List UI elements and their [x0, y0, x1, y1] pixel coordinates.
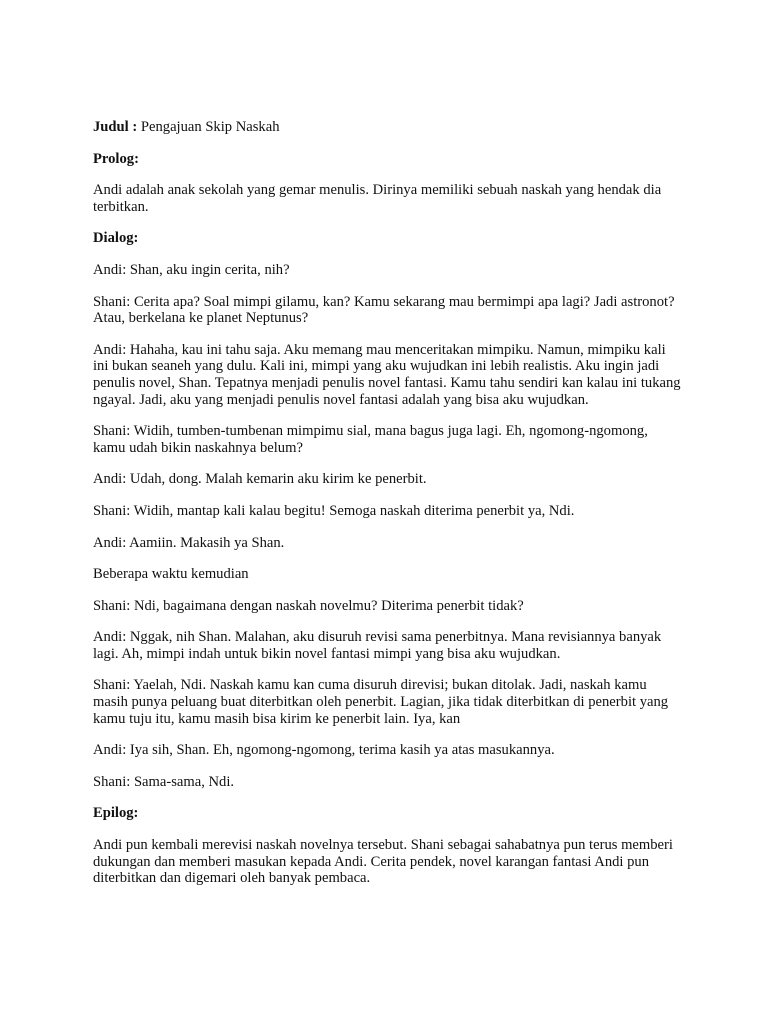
- dialog-line: Andi: Udah, dong. Malah kemarin aku kirim ke penerbit.: [93, 471, 427, 488]
- dialog-line: Andi: Iya sih, Shan. Eh, ngomong-ngomong, terima kasih ya atas masukannya.: [93, 742, 555, 759]
- dialog-line: Shani: Sama-sama, Ndi.: [93, 773, 235, 790]
- dialog-line: Shani: Cerita apa? Soal mimpi gilamu, kan? Kamu sekarang mau bermimpi apa lagi? Jadi astronot? Atau, berkelana ke planet Neptunus?: [93, 293, 675, 327]
- dialog-line: Andi: Hahaha, kau ini tahu saja. Aku memang mau menceritakan mimpiku. Namun, mimpiku kali ini bukan seaneh yang dulu. Kali ini, mimpi yang aku wujudkan ini lebih realistis. Aku ingin jadi penulis novel, Shan. Tepatnya menjadi penulis novel fantasi. Kamu tahu sendiri kan kalau ini tukang ngayal. Jadi, aku yang menjadi penulis novel fantasi adalah yang bisa aku wujudkan.: [93, 341, 681, 408]
- dialog-line: Andi: Shan, aku ingin cerita, nih?: [93, 261, 290, 278]
- title-line: [93, 119, 683, 136]
- dialog-line: Shani: Widih, tumben-tumbenan mimpimu sial, mana bagus juga lagi. Eh, ngomong-ngomong, kamu udah bikin naskahnya belum?: [93, 423, 648, 456]
- document-page: [93, 119, 683, 902]
- dialog-line: Andi: Nggak, nih Shan. Malahan, aku disuruh revisi sama penerbitnya. Mana revisiannya banyak lagi. Ah, mimpi indah untuk bikin novel fantasi mimpi yang bisa aku wujudkan.: [93, 629, 662, 662]
- title-label: Judul :: [93, 119, 138, 135]
- title-value: Pengajuan Skip Naskah: [140, 119, 280, 135]
- prolog-heading: Prolog:: [93, 150, 139, 167]
- prolog-text: Andi adalah anak sekolah yang gemar menulis. Dirinya memiliki sebuah naskah yang hendak dia terbitkan.: [93, 182, 662, 215]
- dialog-line: Shani: Widih, mantap kali kalau begitu! Semoga naskah diterima penerbit ya, Ndi.: [93, 502, 575, 519]
- epilog-heading: Epilog:: [93, 805, 139, 822]
- epilog-text: Andi pun kembali merevisi naskah novelnya tersebut. Shani sebagai sahabatnya pun terus memberi dukungan dan memberi masukan kepada Andi. Cerita pendek, novel karangan fantasi Andi pun diterbitkan dan digemari oleh banyak pembaca.: [93, 837, 673, 887]
- dialog-line: Shani: Yaelah, Ndi. Naskah kamu kan cuma disuruh direvisi; bukan ditolak. Jadi, naskah kamu masih punya peluang buat diterbitkan oleh penerbit. Lagian, jika tidak diterbitkan di penerbit yang kamu tuju itu, kamu masih bisa kirim ke penerbit lain. Iya, kan: [93, 677, 669, 727]
- dialog-heading: Dialog:: [93, 230, 139, 247]
- dialog-line: Shani: Ndi, bagaimana dengan naskah novelmu? Diterima penerbit tidak?: [93, 597, 524, 614]
- scene-transition: Beberapa waktu kemudian: [93, 566, 249, 583]
- dialog-line: Andi: Aamiin. Makasih ya Shan.: [93, 534, 285, 551]
